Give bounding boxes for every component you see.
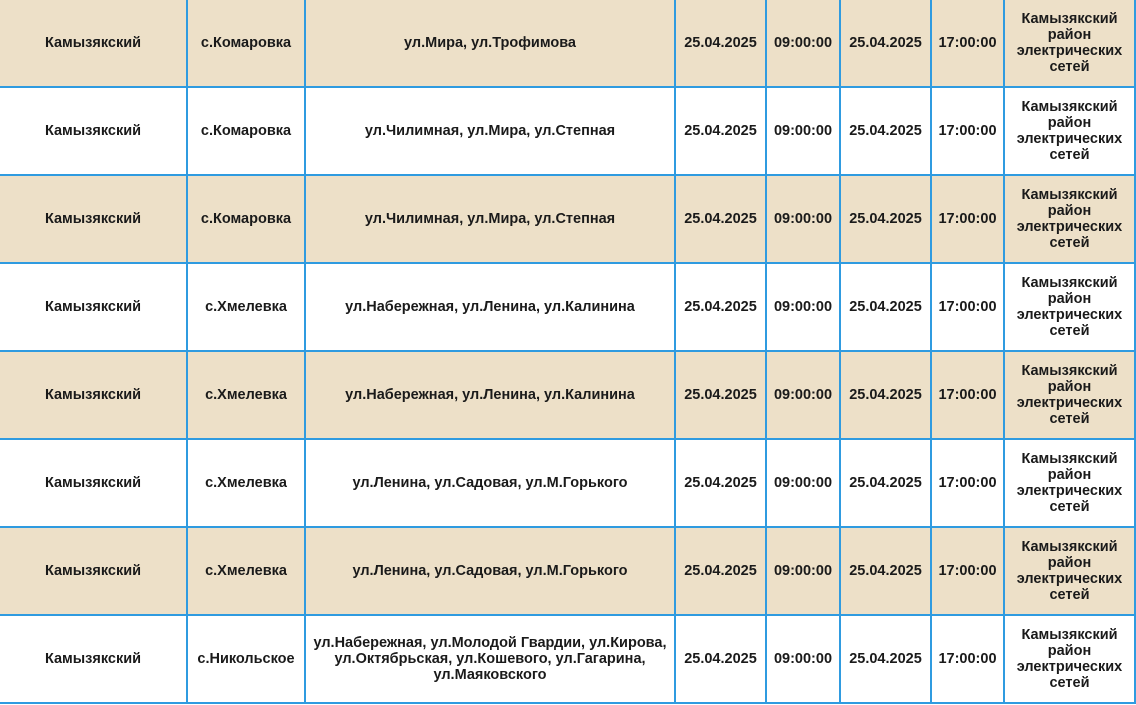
table-row <box>0 351 1136 439</box>
district-cell: Камызякский <box>0 87 187 175</box>
streets-cell: ул.Набережная, ул.Молодой Гвардии, ул.Кирова, ул.Октябрьская, ул.Кошевого, ул.Гагарина, ул.Маяковского <box>305 615 675 703</box>
settlement-cell: с.Хмелевка <box>187 527 305 615</box>
department-cell: Камызякский район электрических сетей <box>1004 175 1135 263</box>
start-date-cell: 25.04.2025 <box>675 527 766 615</box>
district-cell: Камызякский <box>0 527 187 615</box>
end-date-cell: 25.04.2025 <box>840 0 931 87</box>
start-time-cell: 09:00:00 <box>766 615 840 703</box>
settlement-cell: с.Хмелевка <box>187 263 305 351</box>
start-date-cell: 25.04.2025 <box>675 0 766 87</box>
end-date-cell: 25.04.2025 <box>840 439 931 527</box>
start-time-cell: 09:00:00 <box>766 263 840 351</box>
district-cell: Камызякский <box>0 0 187 87</box>
streets-cell: ул.Набережная, ул.Ленина, ул.Калинина <box>305 351 675 439</box>
start-date-cell: 25.04.2025 <box>675 615 766 703</box>
end-date-cell: 25.04.2025 <box>840 527 931 615</box>
table-row <box>0 527 1136 615</box>
streets-cell: ул.Ленина, ул.Садовая, ул.М.Горького <box>305 439 675 527</box>
start-time-cell: 09:00:00 <box>766 0 840 87</box>
department-cell: Камызякский район электрических сетей <box>1004 263 1135 351</box>
start-date-cell: 25.04.2025 <box>675 439 766 527</box>
table-row <box>0 0 1136 87</box>
start-date-cell: 25.04.2025 <box>675 263 766 351</box>
settlement-cell: с.Хмелевка <box>187 439 305 527</box>
end-time-cell: 17:00:00 <box>931 439 1004 527</box>
district-cell: Камызякский <box>0 175 187 263</box>
settlement-cell: с.Комаровка <box>187 175 305 263</box>
end-time-cell: 17:00:00 <box>931 87 1004 175</box>
end-time-cell: 17:00:00 <box>931 175 1004 263</box>
start-time-cell: 09:00:00 <box>766 175 840 263</box>
end-time-cell: 17:00:00 <box>931 0 1004 87</box>
start-time-cell: 09:00:00 <box>766 527 840 615</box>
streets-cell: ул.Чилимная, ул.Мира, ул.Степная <box>305 87 675 175</box>
department-cell: Камызякский район электрических сетей <box>1004 87 1135 175</box>
district-cell: Камызякский <box>0 263 187 351</box>
end-time-cell: 17:00:00 <box>931 351 1004 439</box>
end-time-cell: 17:00:00 <box>931 263 1004 351</box>
department-cell: Камызякский район электрических сетей <box>1004 615 1135 703</box>
department-cell: Камызякский район электрических сетей <box>1004 527 1135 615</box>
start-date-cell: 25.04.2025 <box>675 175 766 263</box>
end-date-cell: 25.04.2025 <box>840 615 931 703</box>
end-date-cell: 25.04.2025 <box>840 351 931 439</box>
streets-cell: ул.Набережная, ул.Ленина, ул.Калинина <box>305 263 675 351</box>
end-time-cell: 17:00:00 <box>931 615 1004 703</box>
end-date-cell: 25.04.2025 <box>840 175 931 263</box>
start-time-cell: 09:00:00 <box>766 439 840 527</box>
table-row <box>0 615 1136 703</box>
district-cell: Камызякский <box>0 351 187 439</box>
table-row <box>0 175 1136 263</box>
table-row <box>0 263 1136 351</box>
table-row <box>0 87 1136 175</box>
end-date-cell: 25.04.2025 <box>840 263 931 351</box>
settlement-cell: с.Комаровка <box>187 0 305 87</box>
settlement-cell: с.Никольское <box>187 615 305 703</box>
settlement-cell: с.Хмелевка <box>187 351 305 439</box>
district-cell: Камызякский <box>0 439 187 527</box>
start-date-cell: 25.04.2025 <box>675 351 766 439</box>
end-time-cell: 17:00:00 <box>931 527 1004 615</box>
start-time-cell: 09:00:00 <box>766 351 840 439</box>
streets-cell: ул.Мира, ул.Трофимова <box>305 0 675 87</box>
department-cell: Камызякский район электрических сетей <box>1004 439 1135 527</box>
streets-cell: ул.Чилимная, ул.Мира, ул.Степная <box>305 175 675 263</box>
department-cell: Камызякский район электрических сетей <box>1004 0 1135 87</box>
start-time-cell: 09:00:00 <box>766 87 840 175</box>
streets-cell: ул.Ленина, ул.Садовая, ул.М.Горького <box>305 527 675 615</box>
department-cell: Камызякский район электрических сетей <box>1004 351 1135 439</box>
district-cell: Камызякский <box>0 615 187 703</box>
table-row <box>0 439 1136 527</box>
settlement-cell: с.Комаровка <box>187 87 305 175</box>
start-date-cell: 25.04.2025 <box>675 87 766 175</box>
end-date-cell: 25.04.2025 <box>840 87 931 175</box>
